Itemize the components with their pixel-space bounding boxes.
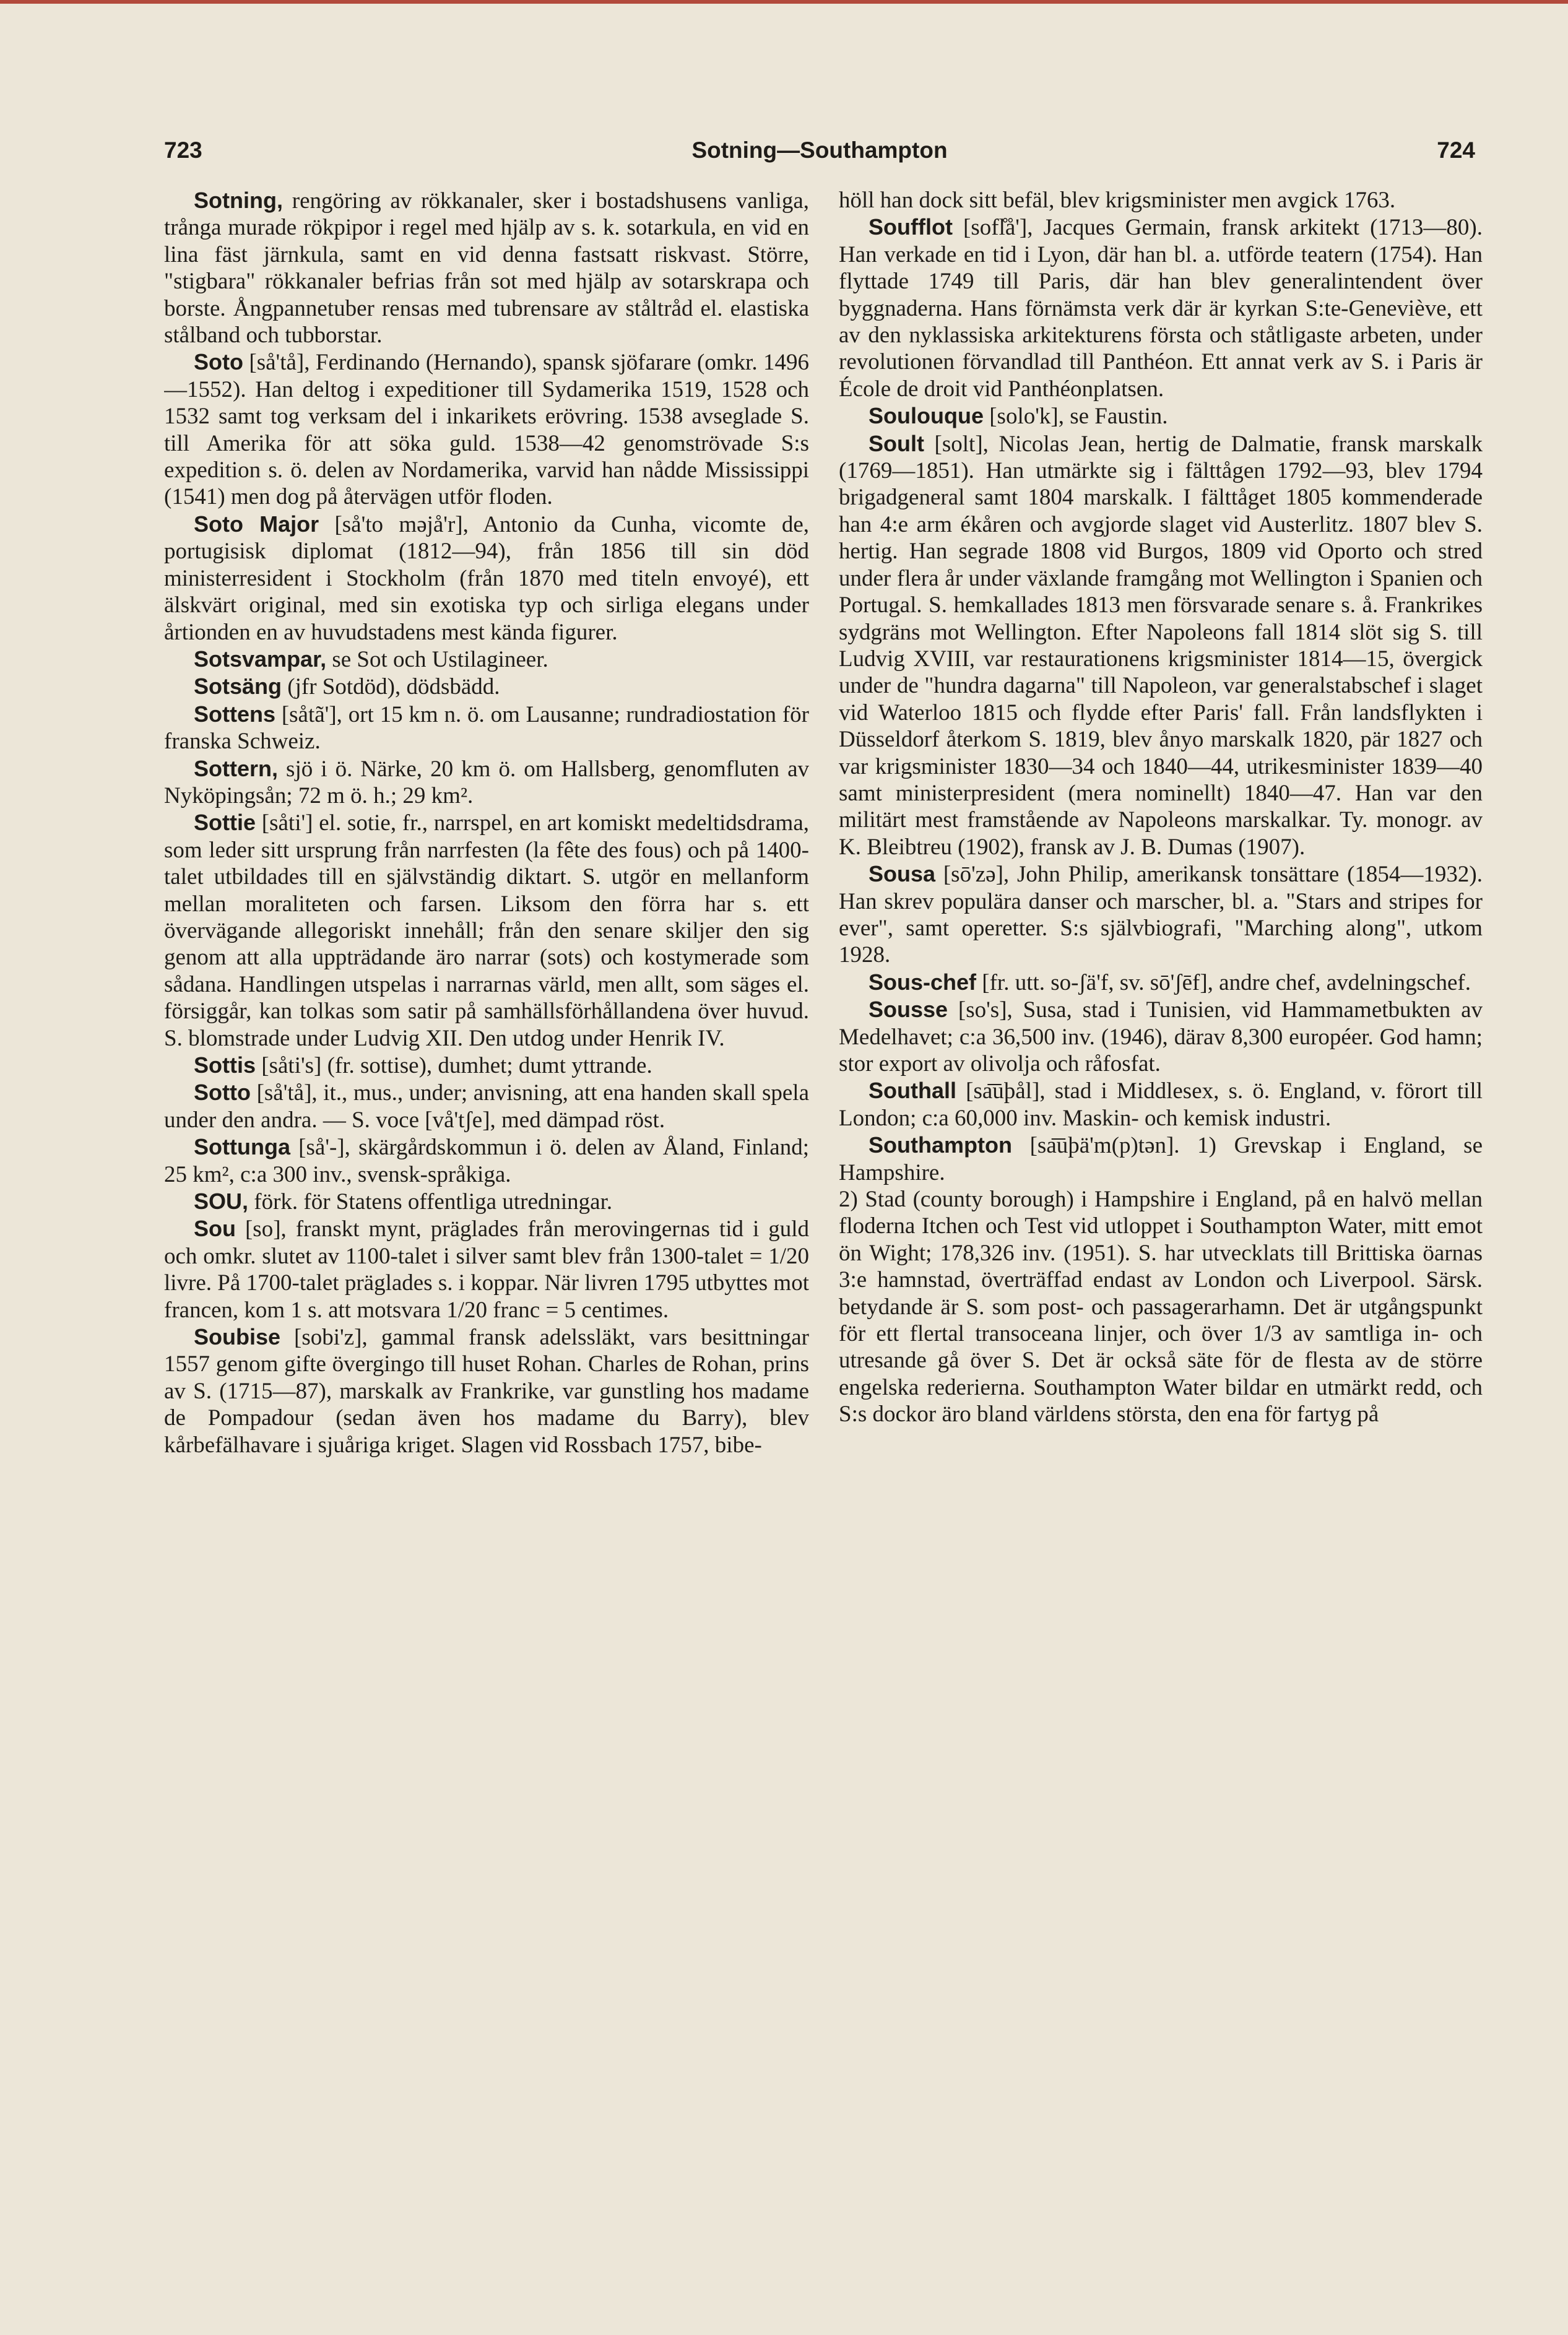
- dictionary-entry: [164, 349, 809, 510]
- dictionary-entry: [164, 673, 809, 700]
- entry-headword: Sotning,: [194, 188, 283, 213]
- dictionary-entry: [164, 701, 809, 755]
- running-title: Sotning—Southampton: [691, 137, 948, 163]
- entry-text: [sa͞uþål], stad i Middlesex, s. ö. England, v. förort till London; c:a 60,000 inv. Maskin- och kemisk industri.: [839, 1078, 1483, 1131]
- dictionary-entry: [839, 860, 1483, 969]
- entry-text: [sō'zə], John Philip, amerikansk tonsättare (1854—1932). Han skrev populära danser och marscher, bl. a. "Stars and stripes for ever", samt operetter. S:s självbiografi, "Marching along", utkom 1928.: [839, 862, 1483, 968]
- dictionary-entry: [839, 187, 1483, 214]
- dictionary-entry: [164, 809, 809, 1052]
- entry-text: [såtã'], ort 15 km n. ö. om Lausanne; rundradiostation för franska Schweiz.: [164, 701, 809, 755]
- entry-headword: Soto Major: [194, 511, 319, 537]
- entry-text: [så'to məjå'r], Antonio da Cunha, vicomte de, portugisisk diplomat (1812—94), från 1856 till sin död ministerresident i Stockholm (från 1870 med titeln envoyé), ett älskvärt original, med sin exotiska typ och sirliga elegans under årtionden en av huvudstadens mest kända figurer.: [164, 511, 809, 645]
- entry-headword: Sotsvampar,: [194, 646, 327, 672]
- page-number-right: 724: [1437, 137, 1475, 163]
- dictionary-entry: [164, 1323, 809, 1458]
- dictionary-entry: [839, 214, 1483, 402]
- top-edge-line: [0, 0, 1568, 4]
- dictionary-entry: [164, 1188, 809, 1215]
- entry-text: [sa͞uþä'm(p)tən]. 1) Grevskap i England, se Hampshire.: [839, 1133, 1483, 1185]
- entry-text: [så'-], skärgårdskommun i ö. delen av Åland, Finland; 25 km², c:a 300 inv., svensk-språkiga.: [164, 1135, 809, 1187]
- entry-headword: Sousa: [868, 861, 936, 887]
- dictionary-entry: [164, 1079, 809, 1133]
- dictionary-entry: [164, 187, 809, 349]
- entry-text: [såti's] (fr. sottise), dumhet; dumt yttrande.: [256, 1053, 652, 1078]
- page-header: [164, 137, 1475, 175]
- dictionary-entry: [839, 1186, 1483, 1428]
- entry-headword: Southall: [868, 1078, 956, 1104]
- entry-headword: Sottens: [194, 701, 276, 727]
- entry-text: [såti'] el. sotie, fr., narrspel, en art komiskt medeltidsdrama, som leder sitt ursprung från narrfesten (la fête des fous) och på 1400-talet utbildades till en självständig diktart. S. utgör en mellanform mellan moraliteten och farsen. Liksom den förra har s. ett övervägande allegoriskt innehåll; från den senare skiljer den sig genom att alla uppträdande äro narrar (sots) och kostymerade som sådana. Handlingen utspelas i narrarnas värld, men allt, som säges el. försiggår, kan tolkas som satir på samhällsförhållandena över huvud. S. blomstrade under Ludvig XII. Den utdog under Henrik IV.: [164, 810, 809, 1051]
- dictionary-entry: [164, 511, 809, 646]
- dictionary-entry: [164, 1052, 809, 1079]
- entry-headword: Sottie: [194, 810, 256, 836]
- entry-text: sjö i ö. Närke, 20 km ö. om Hallsberg, genomfluten av Nyköpingsån; 72 m ö. h.; 29 km².: [164, 756, 809, 808]
- entry-headword: Sottern,: [194, 755, 279, 781]
- entry-text: (jfr Sotdöd), dödsbädd.: [282, 674, 500, 700]
- page-number-left: 723: [164, 137, 202, 163]
- entry-text: [solo'k], se Faustin.: [983, 404, 1168, 430]
- entry-text: [solt], Nicolas Jean, hertig de Dalmatie, fransk marskalk (1769—1851). Han utmärkte sig i fälttågen 1792—93, blev 1794 brigadgeneral samt 1804 marskalk. I fälttåget 1805 kommenderade han 4:e arm ékåren och avgjorde slaget vid Austerlitz. 1807 blev S. hertig. Han segrade 1808 vid Burgos, 1809 vid Oporto och stred under flera år under växlande framgång mot Wellington i Spanien och Portugal. S. hemkallades 1813 men försvarade senare s. å. Frankrikes sydgräns mot Wellington. Efter Napoleons fall 1814 slöt sig S. till Ludvig XVIII, var restaurationens krigsminister 1814—15, övergick under de "hundra dagarna" till Napoleon, var generalstabschef i slaget vid Waterloo 1815 och flydde efter Paris' fall. Från landsflykten i Düsseldorf återkom S. 1819, blev ånyo marskalk 1820, pär 1827 och var krigsminister 1830—34 och 1840—44, utrikesminister 1839—40 samt ministerpresident (mera nominellt) 1840—47. Han var den militärt mest framstående av Napoleons marskalkar. Ty. monogr. av K. Bleibtreu (1902), fransk av J. B. Dumas (1907).: [839, 431, 1483, 860]
- entry-text: [so], franskt mynt, präglades från merovingernas tid i guld och omkr. slutet av 1100-talet i silver samt blev från 1300-talet = 1/20 livre. På 1700-talet präglades s. i koppar. När livren 1795 utbyttes mot francen, kom 1 s. att motsvara 1/20 franc = 5 centimes.: [164, 1216, 809, 1323]
- entry-headword: Sotsäng: [194, 674, 282, 700]
- entry-headword: Soufflot: [868, 214, 953, 240]
- entry-headword: Southampton: [868, 1132, 1012, 1158]
- left-column: [164, 187, 809, 2230]
- entry-text: [så'tå], it., mus., under; anvisning, att ena handen skall spela under den andra. — S. voce [vå'tʃe], med dämpad röst.: [164, 1080, 809, 1133]
- entry-text: se Sot och Ustilagineer.: [326, 646, 548, 672]
- dictionary-entry: [839, 996, 1483, 1077]
- dictionary-entry: [839, 1077, 1483, 1132]
- entry-text: [så'tå], Ferdinando (Hernando), spansk sjöfarare (omkr. 1496—1552). Han deltog i expeditioner till Sydamerika 1519, 1528 och 1532 samt tog verksam del i inkarikets erövring. 1538 avseglade S. till Amerika för att söka guld. 1538—42 genomströvade S:s expedition s. ö. delen av Nordamerika, varvid han nådde Mississippi (1541) men dog på återvägen utför floden.: [164, 350, 809, 510]
- dictionary-entry: [839, 1132, 1483, 1186]
- dictionary-entry: [164, 755, 809, 810]
- entry-text: [sobi'z], gammal fransk adelssläkt, vars besittningar 1557 genom gifte övergingo till huset Rohan. Charles de Rohan, prins av S. (1715—87), marskalk av Frankrike, var gunstling hos madame de Pompadour (sedan även hos madame du Barry), blev kårbefälhavare i sjuåriga kriget. Slagen vid Rossbach 1757, bibe-: [164, 1325, 809, 1458]
- entry-headword: Sotto: [194, 1080, 251, 1106]
- entry-headword: Sou: [194, 1216, 236, 1242]
- entry-headword: Sousse: [868, 997, 948, 1023]
- dictionary-entry: [164, 1133, 809, 1188]
- dictionary-entry: [839, 402, 1483, 430]
- entry-headword: Sottunga: [194, 1134, 290, 1160]
- entry-headword: Soulouque: [868, 403, 984, 429]
- dictionary-entry: [839, 969, 1483, 996]
- entry-headword: Soubise: [194, 1324, 281, 1350]
- entry-text: rengöring av rökkanaler, sker i bostadshusens vanliga, trånga murade rökpipor i regel med hjälp av s. k. sotarkula, en vid en lina fäst järnkula, samt en vid denna fastsatt riskvast. Större, "stigbara" rökkanaler befrias från sot med hjälp av sotarskrapa och borste. Ångpannetuber rensas med tubrensare av ståltråd el. elastiska stålband och tubborstar.: [164, 188, 809, 349]
- entry-headword: Sous-chef: [868, 969, 977, 995]
- entry-headword: Soto: [194, 349, 243, 375]
- entry-text: [so's], Susa, stad i Tunisien, vid Hammametbukten av Medelhavet; c:a 36,500 inv. (1946), därav 8,300 européer. God hamn; stor export av olivolja och råfosfat.: [839, 997, 1483, 1077]
- entry-text: 2) Stad (county borough) i Hampshire i England, på en halvö mellan floderna Itchen och Test vid utloppet i Southampton Water, mitt emot ön Wight; 178,326 inv. (1951). S. har utvecklats till Brittiska öarnas 3:e hamnstad, överträffad endast av London och Liverpool. Särsk. betydande är S. som post- och passagerarhamn. Det är utgångspunkt för ett flertal transoceana linjer, och över 1/3 av samtliga in- och utresande gå över S. Det är också säte för de flesta av de större engelska rederierna. Southampton Water bildar en utmärkt redd, och S:s dockor äro bland världens största, den ena för fartyg på: [839, 1187, 1483, 1427]
- dictionary-entry: [164, 646, 809, 673]
- entry-text: [fr. utt. so-ʃä'f, sv. sō'ʃēf], andre chef, avdelningschef.: [976, 969, 1471, 995]
- entry-text: höll han dock sitt befäl, blev krigsminister men avgick 1763.: [839, 188, 1396, 213]
- dictionary-entry: [839, 430, 1483, 861]
- entry-text: förk. för Statens offentliga utredningar.: [248, 1189, 613, 1215]
- entry-headword: Soult: [868, 430, 924, 456]
- entry-headword: SOU,: [194, 1189, 249, 1215]
- dictionary-entry: [164, 1215, 809, 1323]
- entry-headword: Sottis: [194, 1052, 256, 1078]
- entry-text: [sofl̊å'], Jacques Germain, fransk arkitekt (1713—80). Han verkade en tid i Lyon, där han bl. a. utförde teatern (1754). Han flyttade 1749 till Paris, där han blev generalintendent över byggnaderna. Hans förnämsta verk där är kyrkan S:te-Geneviève, ett av den nyklassiska arkitekturens första och ståtligaste arbeten, under revolutionen förvandlad till Panthéon. Ett annat verk av S. i Paris är École de droit vid Panthéonplatsen.: [839, 215, 1483, 402]
- right-column: [839, 187, 1483, 2230]
